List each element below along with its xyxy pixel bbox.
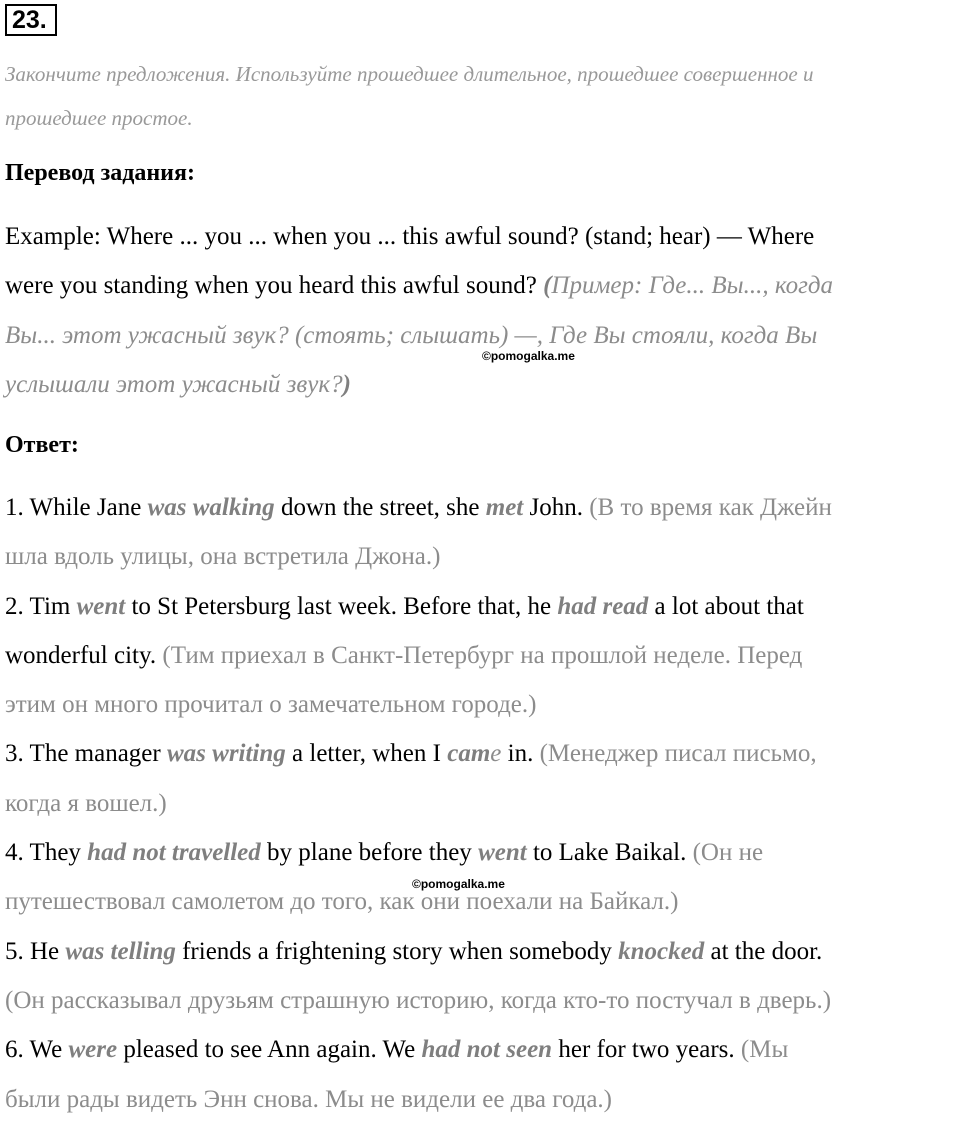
text: down the street, she: [274, 494, 486, 521]
instruction-line-2: прошедшее простое.: [5, 106, 193, 130]
translation: (Менеджер писал письмо,: [539, 740, 817, 768]
translation: (Мы: [740, 1036, 789, 1064]
answer-3-line-1: [5, 729, 960, 778]
text: 3. The manager: [5, 740, 167, 768]
watermark-top: ©pomogalka.me: [482, 349, 575, 363]
instruction-line-1: Закончите предложения. Используйте прошедшее длительное, прошедшее совершенное и: [5, 62, 814, 86]
answer-2-line-2: [5, 631, 960, 680]
example-close-paren: ): [342, 370, 351, 398]
text: a letter, when I: [285, 740, 448, 768]
text: friends a frightening story when somebody: [175, 937, 619, 965]
verb: was telling: [65, 937, 176, 965]
verb: cam: [447, 740, 491, 768]
text: 4. They: [5, 839, 88, 867]
example-russian-4: услышали этот ужасный звук?: [5, 370, 343, 398]
answer-heading: Ответ:: [5, 432, 79, 458]
text: at the door.: [704, 937, 823, 965]
text: 5. He: [5, 937, 66, 965]
answer-4-line-2: путешествовал самолетом до того, как они поехали на Байкал.): [5, 888, 679, 916]
answer-5-line-1: [5, 927, 960, 976]
text: John.: [523, 494, 590, 521]
example-block: [5, 212, 960, 409]
answer-6-line-2: были рады видеть Энн снова. Мы не видели ее два года.): [5, 1085, 613, 1113]
example-open-paren: (: [543, 272, 552, 300]
verb: had not travelled: [87, 839, 261, 867]
answer-2-line-1: [5, 582, 960, 631]
verb: knocked: [618, 937, 705, 965]
answer-1-line-1: [5, 483, 960, 532]
answers-block: [5, 483, 960, 1124]
verb: went: [478, 839, 527, 867]
verb: were: [68, 1036, 118, 1064]
translation: (В то время как Джейн: [589, 494, 832, 521]
example-line-2: [5, 261, 960, 310]
translation: (Тим приехал в Санкт-Петербург на прошлой неделе. Перед: [162, 641, 803, 669]
text: 1. While Jane: [5, 494, 148, 521]
verb: went: [76, 592, 126, 620]
answer-5-line-2: (Он рассказывал друзьям страшную историю, когда кто-то постучал в дверь.): [5, 986, 832, 1014]
example-line-3: Вы... этот ужасный звук? (стоять; слышать) —, Где Вы стояли, когда Вы: [5, 321, 818, 349]
answer-4-line-1: [5, 828, 960, 877]
instruction: [5, 52, 960, 140]
verb-ending: e: [490, 740, 502, 768]
text: in.: [501, 740, 540, 768]
text: to St Petersburg last week. Before that, he: [125, 592, 558, 620]
verb: met: [485, 494, 524, 521]
answer-6-line-1: [5, 1025, 960, 1074]
text: 2. Tim: [5, 592, 77, 620]
answer-3-line-2: когда я вошел.): [5, 789, 167, 817]
text: by plane before they: [260, 839, 479, 867]
text: 6. We: [5, 1036, 69, 1064]
text: wonderful city.: [5, 641, 163, 669]
example-line-4: [5, 360, 960, 409]
task-number: 23.: [5, 4, 57, 36]
verb: was walking: [147, 494, 275, 521]
text: to Lake Baikal.: [526, 839, 693, 867]
text: her for two years.: [552, 1036, 741, 1064]
example-english: were you standing when you heard this awful sound?: [5, 272, 544, 300]
answer-1-line-2: шла вдоль улицы, она встретила Джона.): [5, 543, 441, 571]
translation-heading: Перевод задания:: [5, 160, 195, 186]
verb: had not seen: [421, 1036, 553, 1064]
example-line-1: Example: Where ... you ... when you ... this awful sound? (stand; hear) — Where: [5, 223, 815, 250]
watermark-bottom: ©pomogalka.me: [412, 877, 505, 891]
text: pleased to see Ann again. We: [117, 1036, 422, 1064]
verb: was writing: [166, 740, 286, 768]
verb: had read: [557, 592, 649, 620]
example-russian-1: Пример: Где... Вы..., когда: [551, 272, 833, 300]
text: a lot about that: [648, 592, 804, 620]
translation: (Он не: [692, 839, 764, 867]
answer-2-line-3: этим он много прочитал о замечательном городе.): [5, 691, 537, 719]
